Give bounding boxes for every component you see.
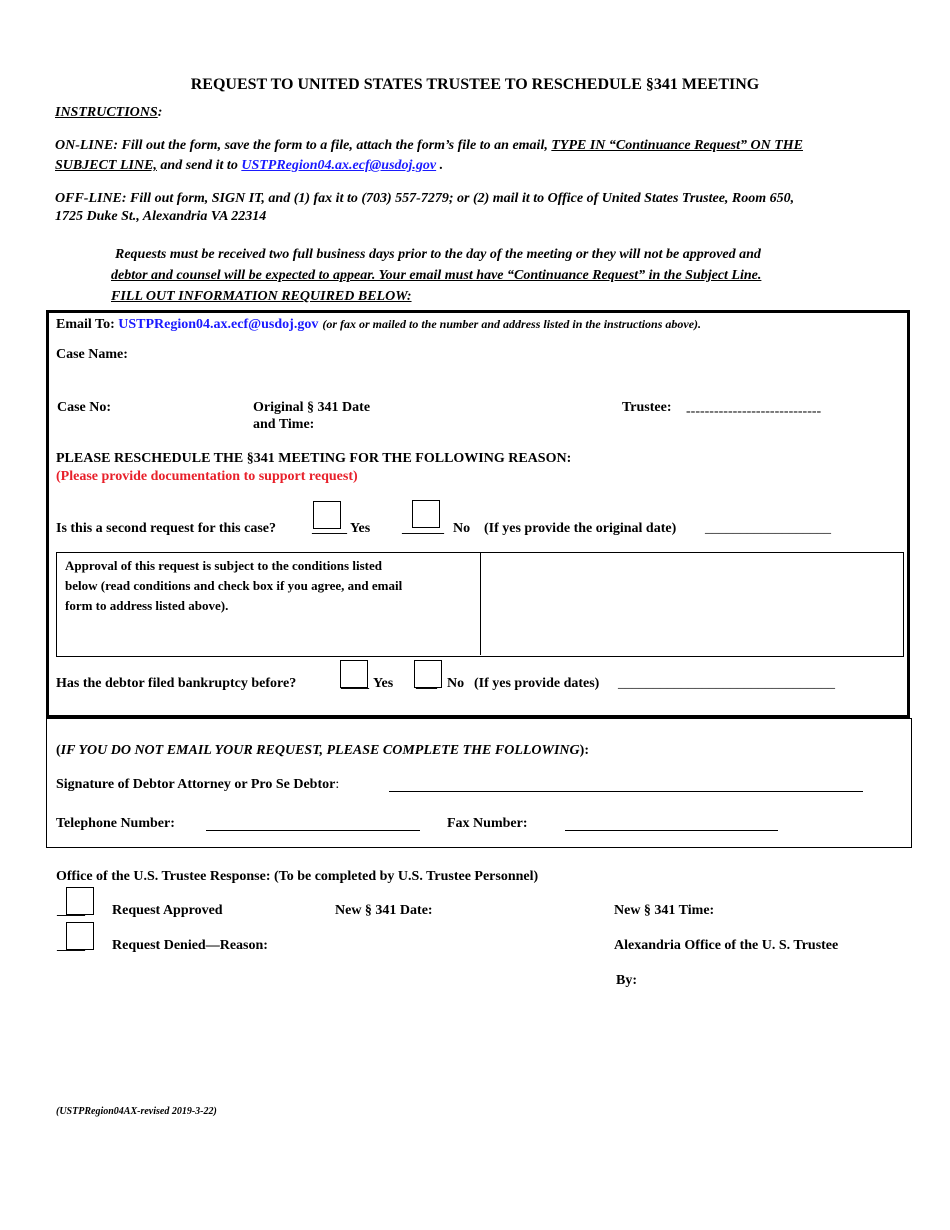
request-approved-blank: ____ <box>57 903 85 918</box>
trustee-field[interactable]: ----------------------------- <box>686 404 822 419</box>
signature-label: Signature of Debtor Attorney or Pro Se Debtor: <box>56 777 340 792</box>
prior-bankruptcy-dates-field[interactable]: _______________________________ <box>618 676 835 691</box>
approval-text-line1: Approval of this request is subject to the conditions listed <box>65 558 382 573</box>
online-instructions-line2: SUBJECT LINE, and send it to USTPRegion04.ax.ecf@usdoj.gov . <box>55 158 444 173</box>
by-label: By: <box>616 973 637 988</box>
trustee-label: Trustee: <box>622 400 672 415</box>
second-request-question: Is this a second request for this case? <box>56 521 276 536</box>
new-341-date-label: New § 341 Date: <box>335 903 433 918</box>
online-instructions-line1: ON-LINE: Fill out the form, save the form to a file, attach the form’s file to an email, TYPE IN “Continuance Request” ON THE <box>55 138 803 153</box>
signature-field[interactable] <box>389 791 863 792</box>
email-to-label: Email To: <box>56 317 119 332</box>
offline-instructions-line2: 1725 Duke St., Alexandria VA 22314 <box>55 209 267 224</box>
notice-line1: Requests must be received two full business days prior to the day of the meeting or they will not be approved and <box>115 247 761 262</box>
request-denied-label: Request Denied—Reason: <box>112 938 268 953</box>
offline-instructions-line1: OFF-LINE: Fill out form, SIGN IT, and (1) fax it to (703) 557-7279; or (2) mail it to Office of United States Trustee, Room 650, <box>55 191 795 206</box>
fax-label: Fax Number: <box>447 816 528 831</box>
request-approved-label: Request Approved <box>112 903 223 918</box>
reason-note: (Please provide documentation to support request) <box>56 469 358 484</box>
second-request-note: (If yes provide the original date) <box>484 521 677 536</box>
case-name-label: Case Name: <box>56 347 128 362</box>
original-time-label: and Time: <box>253 417 315 432</box>
email-to-address[interactable]: USTPRegion04.ax.ecf@usdoj.gov <box>118 317 319 332</box>
notice-line3: FILL OUT INFORMATION REQUIRED BELOW: <box>111 289 412 304</box>
reason-heading: PLEASE RESCHEDULE THE §341 MEETING FOR THE FOLLOWING REASON: <box>56 451 572 466</box>
notice-line2: debtor and counsel will be expected to appear. Your email must have “Continuance Request” in the Subject Line. <box>111 268 762 283</box>
email-to-note: (or fax or mailed to the number and address listed in the instructions above). <box>322 317 702 331</box>
page-title: REQUEST TO UNITED STATES TRUSTEE TO RESCHEDULE §341 MEETING <box>190 76 760 93</box>
second-request-date-field[interactable]: __________________ <box>705 521 831 536</box>
telephone-label: Telephone Number: <box>56 816 175 831</box>
revision-note: (USTPRegion04AX-revised 2019-3-22) <box>56 1106 217 1117</box>
email-to-row <box>56 315 701 333</box>
prior-bankruptcy-yes-blank: ____ <box>341 676 369 691</box>
approval-text-line2: below (read conditions and check box if you agree, and email <box>65 578 403 593</box>
prior-bankruptcy-no-label: No <box>447 676 465 691</box>
approval-text-line3: form to address listed above). <box>65 598 229 613</box>
telephone-field[interactable] <box>206 830 420 831</box>
request-denied-blank: ____ <box>57 938 85 953</box>
second-request-yes-label: Yes <box>350 521 371 536</box>
instructions-heading: INSTRUCTIONS: <box>55 105 163 120</box>
case-no-label: Case No: <box>57 400 112 415</box>
second-request-no-blank: ______ <box>402 521 444 536</box>
non-email-heading: (IF YOU DO NOT EMAIL YOUR REQUEST, PLEASE COMPLETE THE FOLLOWING): <box>56 743 589 758</box>
prior-bankruptcy-question: Has the debtor filed bankruptcy before? <box>56 676 297 691</box>
second-request-no-label: No <box>453 521 471 536</box>
second-request-yes-blank: _____ <box>312 521 347 536</box>
new-341-time-label: New § 341 Time: <box>614 903 715 918</box>
email-link[interactable]: USTPRegion04.ax.ecf@usdoj.gov <box>241 158 437 173</box>
prior-bankruptcy-yes-label: Yes <box>373 676 394 691</box>
approval-agree-area[interactable] <box>481 553 902 655</box>
prior-bankruptcy-note: (If yes provide dates) <box>474 676 600 691</box>
prior-bankruptcy-no-blank: ___ <box>416 676 437 691</box>
fax-field[interactable] <box>565 830 778 831</box>
office-name: Alexandria Office of the U. S. Trustee <box>614 938 839 953</box>
original-date-label: Original § 341 Date <box>253 400 371 415</box>
office-response-heading: Office of the U.S. Trustee Response: (To be completed by U.S. Trustee Personnel) <box>56 869 539 884</box>
